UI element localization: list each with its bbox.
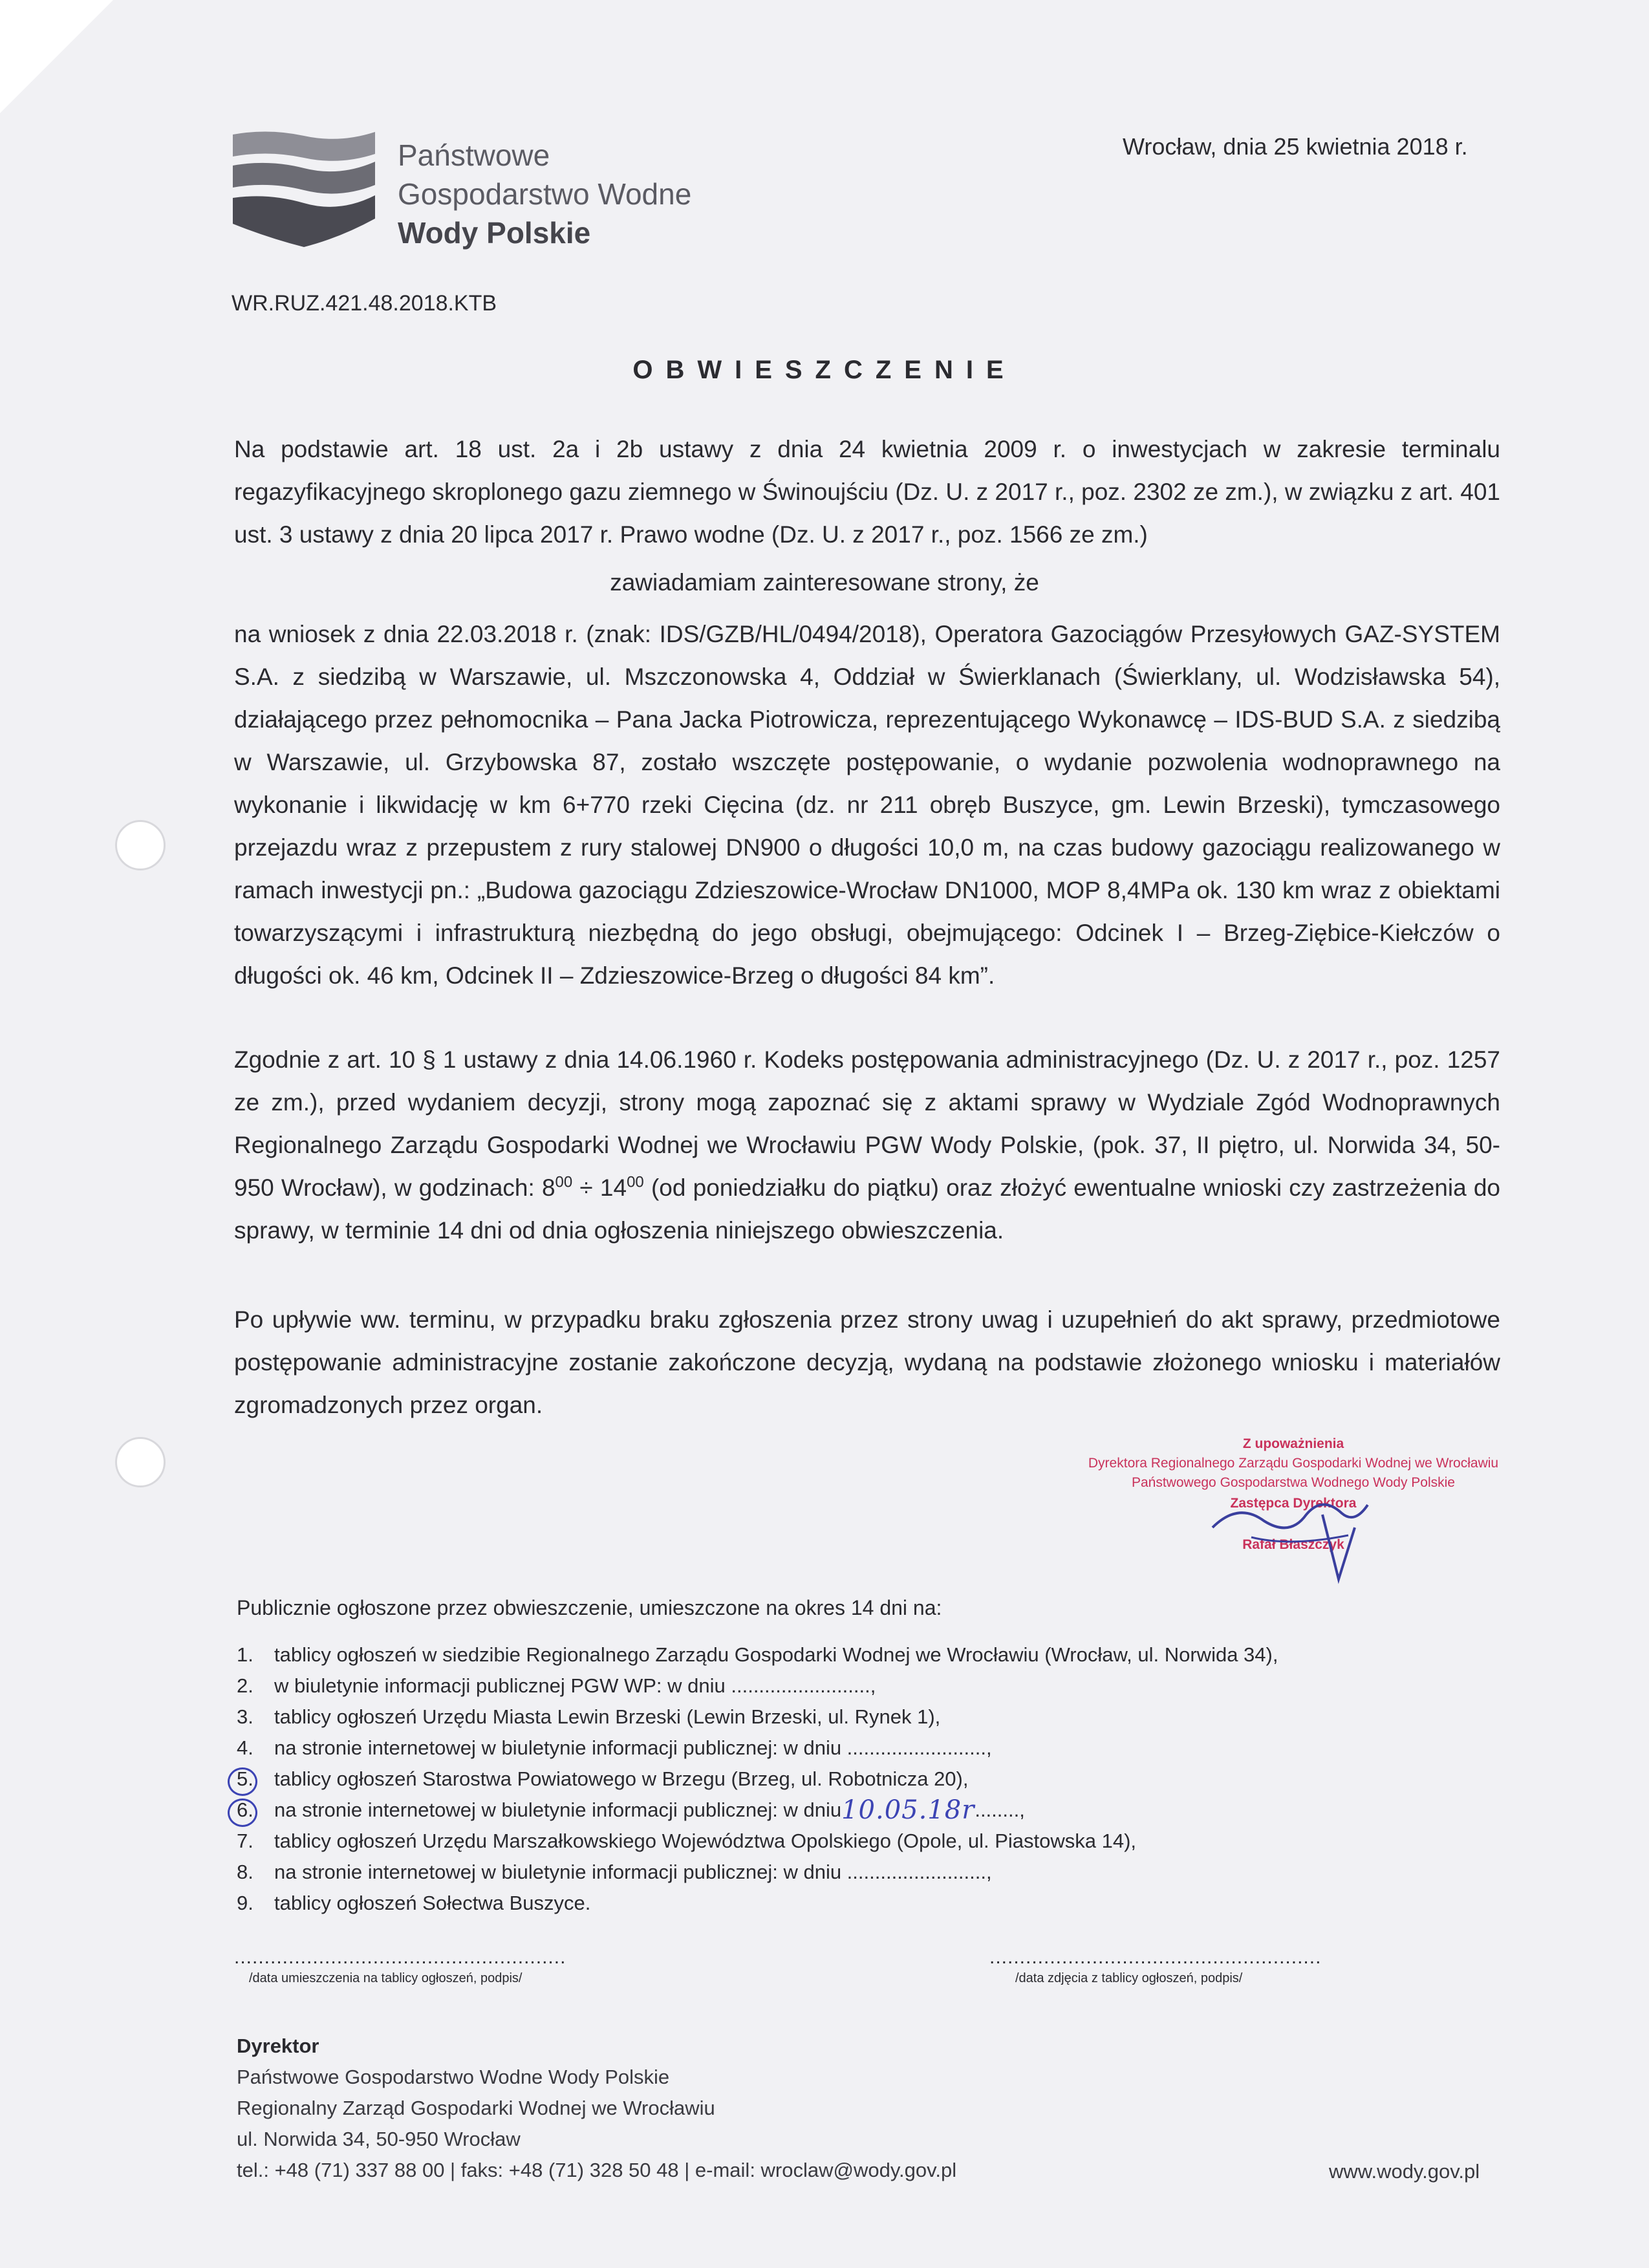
list-item-text: tablicy ogłoszeń Sołectwa Buszyce. — [274, 1892, 591, 1914]
footer-contact: tel.: +48 (71) 337 88 00 | faks: +48 (71) 328 50 48 | e-mail: wroclaw@wody.gov.pl — [237, 2159, 957, 2181]
list-item-text: tablicy ogłoszeń Urzędu Miasta Lewin Brzeski (Lewin Brzeski, ul. Rynek 1), — [274, 1705, 941, 1728]
list-item-number: 6. — [237, 1795, 274, 1826]
notice-line: zawiadamiam zainteresowane strony, że — [610, 569, 1039, 596]
stamp-line-5: Rafał Błaszczyk — [1242, 1537, 1344, 1552]
list-item-number: 5. — [237, 1764, 274, 1795]
list-item-number: 1. — [237, 1643, 253, 1666]
list-item — [237, 1670, 1278, 1701]
logo-text — [398, 136, 691, 252]
paragraph-access-part-1: Zgodnie z art. 10 § 1 ustawy z dnia 14.06.1960 r. Kodeks postępowania administracyjnego (Dz. U. z 2017 r., poz. 1257 ze zm.), przed wydaniem decyzji, strony mogą zapoznać się z aktami sprawy w Wydziale Zgód Wodnoprawnych Regionalnego Zarządu Gospodarki Wodnej we Wrocławiu PGW Wody Polskie, (pok. 37, II piętro, ul. Norwida 34, 50-950 Wrocław), w godzinach: 8 — [234, 1046, 1500, 1201]
handwritten-signature-icon — [1193, 1476, 1387, 1586]
publication-list — [237, 1639, 1278, 1919]
paragraph-access-to-files — [234, 1039, 1500, 1252]
paragraph-application: na wniosek z dnia 22.03.2018 r. (znak: IDS/GZB/HL/0494/2018), Operatora Gazociągów Przesyłowych GAZ-SYSTEM S.A. z siedzibą w Warszawie, ul. Mszczonowska 4, Oddział w Świerklanach (Świerklany, ul. Wodzisławska 54), działającego przez pełnomocnika – Pana Jacka Piotrowicza, reprezentującego Wykonawcę – IDS-BUD S.A. z siedzibą w Warszawie, ul. Grzybowska 87, zostało wszczęte postępowanie, o wydanie pozwolenia wodnoprawnego na wykonanie i likwidację w km 6+770 rzeki Cięcina (dz. nr 211 obręb Buszyce, gm. Lewin Brzeski), tymczasowego przejazdu wraz z przepustem z rury stalowej DN900 o długości 10,0 m, na czas budowy gazociągu realizowanego w ramach inwestycji pn.: „Budowa gazociągu Zdzieszowice-Wrocław DN1000, MOP 8,4MPa ok. 130 km wraz z obiektami towarzyszącymi i infrastrukturą niezbędną do jego obsługi, obejmującego: Odcinek I – Brzeg-Ziębice-Kiełczów o długości ok. 46 km, Odcinek II – Zdzieszowice-Brzeg o długości 84 km”. — [234, 621, 1500, 989]
list-item-tail: ........, — [975, 1798, 1025, 1821]
stamp-line-3: Państwowego Gospodarstwa Wodnego Wody Polskie — [1131, 1475, 1455, 1490]
list-item — [237, 1888, 1278, 1919]
paragraph-access-part-2: (od poniedziałku do piątku) oraz złożyć ewentualne wnioski czy zastrzeżenia do sprawy, w terminie 14 dni od dnia ogłoszenia niniejszego obwieszczenia. — [234, 1174, 1500, 1244]
list-item-text: tablicy ogłoszeń Starostwa Powiatowego w Brzegu (Brzeg, ul. Robotnicza 20), — [274, 1767, 969, 1790]
stamp-line-4: Zastępca Dyrektora — [1230, 1496, 1357, 1511]
removal-date-caption: /data zdjęcia z tablicy ogłoszeń, podpis/ — [1015, 1971, 1243, 1985]
punch-hole-bottom — [115, 1437, 166, 1487]
stamp-line-2: Dyrektora Regionalnego Zarządu Gospodarki Wodnej we Wrocławiu — [1088, 1456, 1499, 1471]
list-item-number: 4. — [237, 1736, 253, 1759]
posting-date-caption: /data umieszczenia na tablicy ogłoszeń, podpis/ — [249, 1971, 523, 1985]
handwritten-date: 10.05.18r — [841, 1795, 975, 1825]
publication-intro: Publicznie ogłoszone przez obwieszczenie, umieszczone na okres 14 dni na: — [237, 1596, 942, 1619]
list-item-number: 9. — [237, 1892, 253, 1914]
footer-title: Dyrektor — [237, 2035, 319, 2057]
wody-polskie-logo-icon — [230, 128, 378, 251]
list-item-text: tablicy ogłoszeń w siedzibie Regionalnego Zarządu Gospodarki Wodnej we Wrocławiu (Wrocław, ul. Norwida 34), — [274, 1643, 1278, 1666]
list-item-number: 2. — [237, 1674, 253, 1697]
list-item-text: na stronie internetowej w biuletynie informacji publicznej: w dniu — [274, 1798, 842, 1821]
posting-date-line: ....................................................... — [234, 1947, 566, 1968]
list-item-text: na stronie internetowej w biuletynie informacji publicznej: w dniu ........................., — [274, 1861, 992, 1883]
document-title: OBWIESZCZENIE — [632, 356, 1017, 384]
footer-line-2: Regionalny Zarząd Gospodarki Wodnej we Wrocławiu — [237, 2097, 715, 2119]
page-corner — [0, 0, 113, 113]
list-item-number: 3. — [237, 1705, 253, 1728]
footer-address — [237, 2031, 956, 2186]
list-item-text: w biuletynie informacji publicznej PGW WP: w dniu ........................., — [274, 1674, 876, 1697]
list-item — [237, 1857, 1278, 1888]
stamp-line-1: Z upoważnienia — [1242, 1436, 1344, 1451]
paragraph-legal-basis: Na podstawie art. 18 ust. 2a i 2b ustawy z dnia 24 kwietnia 2009 r. o inwestycjach w zakresie terminalu regazyfikacyjnego skroplonego gazu ziemnego w Świnoujściu (Dz. U. z 2017 r., poz. 2302 ze zm.), w związku z art. 401 ust. 3 ustawy z dnia 20 lipca 2017 r. Prawo wodne (Dz. U. z 2017 r., poz. 1566 ze zm.) — [234, 436, 1500, 548]
logo-line-2: Gospodarstwo Wodne — [398, 177, 692, 211]
list-item-text: tablicy ogłoszeń Urzędu Marszałkowskiego Województwa Opolskiego (Opole, ul. Piastowska 14), — [274, 1830, 1137, 1852]
paragraph-conclusion: Po upływie ww. terminu, w przypadku braku zgłoszenia przez strony uwag i uzupełnień do akt sprawy, przedmiotowe postępowanie administracyjne zostanie zakończone decyzją, wydaną na podstawie złożonego wniosku i materiałów zgromadzonych przez organ. — [234, 1306, 1500, 1418]
punch-hole-top — [115, 820, 166, 870]
reference-number: WR.RUZ.421.48.2018.KTB — [232, 291, 497, 316]
list-item-number: 8. — [237, 1861, 253, 1883]
logo-line-3: Wody Polskie — [398, 216, 591, 250]
list-item — [237, 1701, 1278, 1733]
place-date: Wrocław, dnia 25 kwietnia 2018 r. — [1123, 133, 1468, 160]
list-item — [237, 1733, 1278, 1764]
hours-superscript-2: 00 — [627, 1173, 644, 1191]
footer-line-3: ul. Norwida 34, 50-950 Wrocław — [237, 2128, 521, 2150]
logo-line-1: Państwowe — [398, 138, 550, 172]
list-item — [237, 1764, 1278, 1795]
website-link[interactable]: www.wody.gov.pl — [1329, 2160, 1480, 2183]
list-item-text: na stronie internetowej w biuletynie informacji publicznej: w dniu ........................., — [274, 1736, 992, 1759]
list-item — [237, 1826, 1278, 1857]
footer-line-1: Państwowe Gospodarstwo Wodne Wody Polskie — [237, 2066, 670, 2088]
hours-superscript-1: 00 — [555, 1173, 573, 1191]
list-item-number: 7. — [237, 1830, 253, 1852]
paragraph-access-mid: ÷ 14 — [572, 1174, 627, 1201]
list-item — [237, 1795, 1278, 1826]
removal-date-line: ....................................................... — [989, 1947, 1322, 1968]
list-item — [237, 1639, 1278, 1670]
